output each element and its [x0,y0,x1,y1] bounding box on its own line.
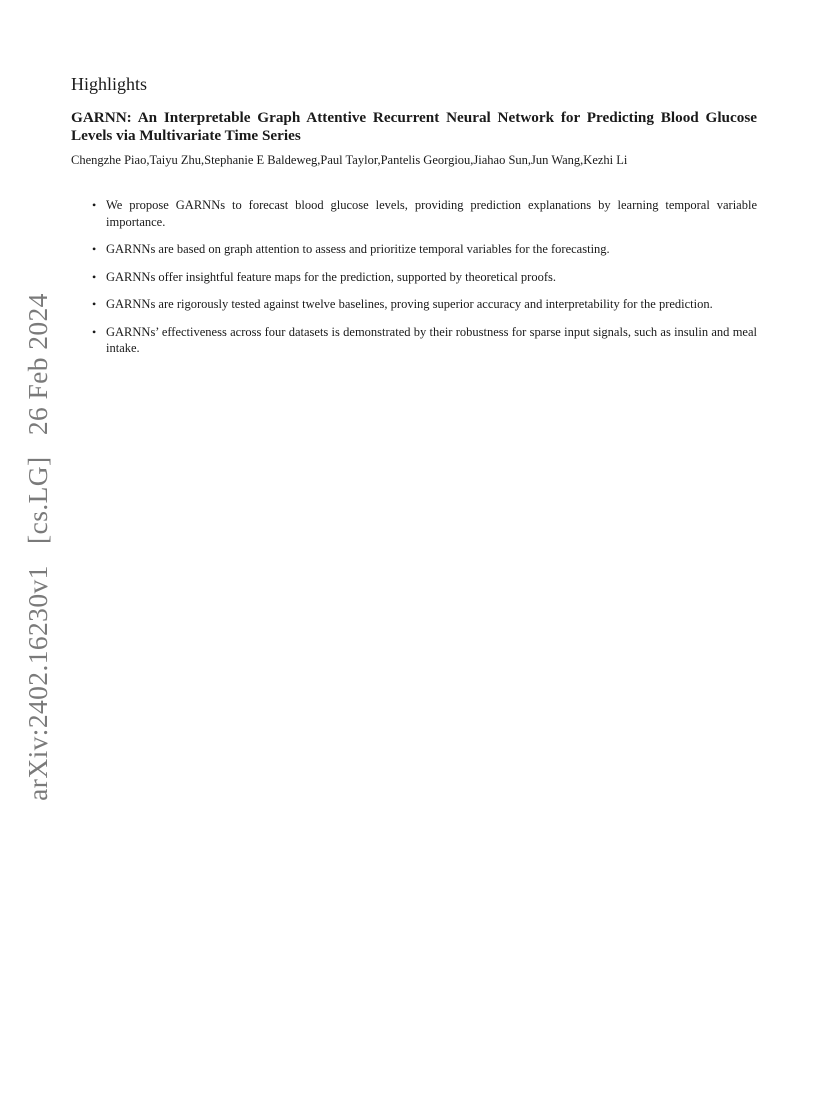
highlight-item [88,324,757,357]
arxiv-id: arXiv:2402.16230v1 [22,565,53,801]
highlight-text: GARNNs are based on graph attention to assess and prioritize temporal variables for the forecasting. [106,242,610,256]
highlight-text: GARNNs offer insightful feature maps for the prediction, supported by theoretical proofs. [106,269,556,284]
highlight-item [88,269,757,286]
arxiv-date: 26 Feb 2024 [22,293,53,436]
highlight-text: We propose GARNNs to forecast blood glucose levels, providing prediction explanations by learning temporal variable importance. [106,198,757,229]
arxiv-side-stamp [22,279,54,801]
bullet-icon: • [92,324,97,339]
paper-title: GARNN: An Interpretable Graph Attentive Recurrent Neural Network for Predicting Blood Glucose Levels via Multivariate Time Series [71,109,757,144]
highlight-text: GARNNs are rigorously tested against twelve baselines, proving superior accuracy and interpretability for the prediction. [106,297,713,311]
section-heading: Highlights [71,74,148,94]
bullet-icon: • [92,242,97,256]
author-list: Chengzhe Piao,Taiyu Zhu,Stephanie E Baldeweg,Paul Taylor,Pantelis Georgiou,Jiahao Sun,Jun Wang,Kezhi Li [71,153,628,167]
bullet-icon: • [92,198,97,212]
arxiv-category: [cs.LG] [22,456,53,544]
bullet-icon: • [92,297,97,311]
highlight-item [88,296,757,313]
highlight-item [88,197,757,230]
highlight-text: GARNNs’ effectiveness across four datasets is demonstrated by their robustness for sparse input signals, such as insulin and meal intake. [106,324,757,355]
bullet-icon: • [92,269,97,284]
highlights-list [88,197,757,357]
highlight-item [88,241,757,258]
